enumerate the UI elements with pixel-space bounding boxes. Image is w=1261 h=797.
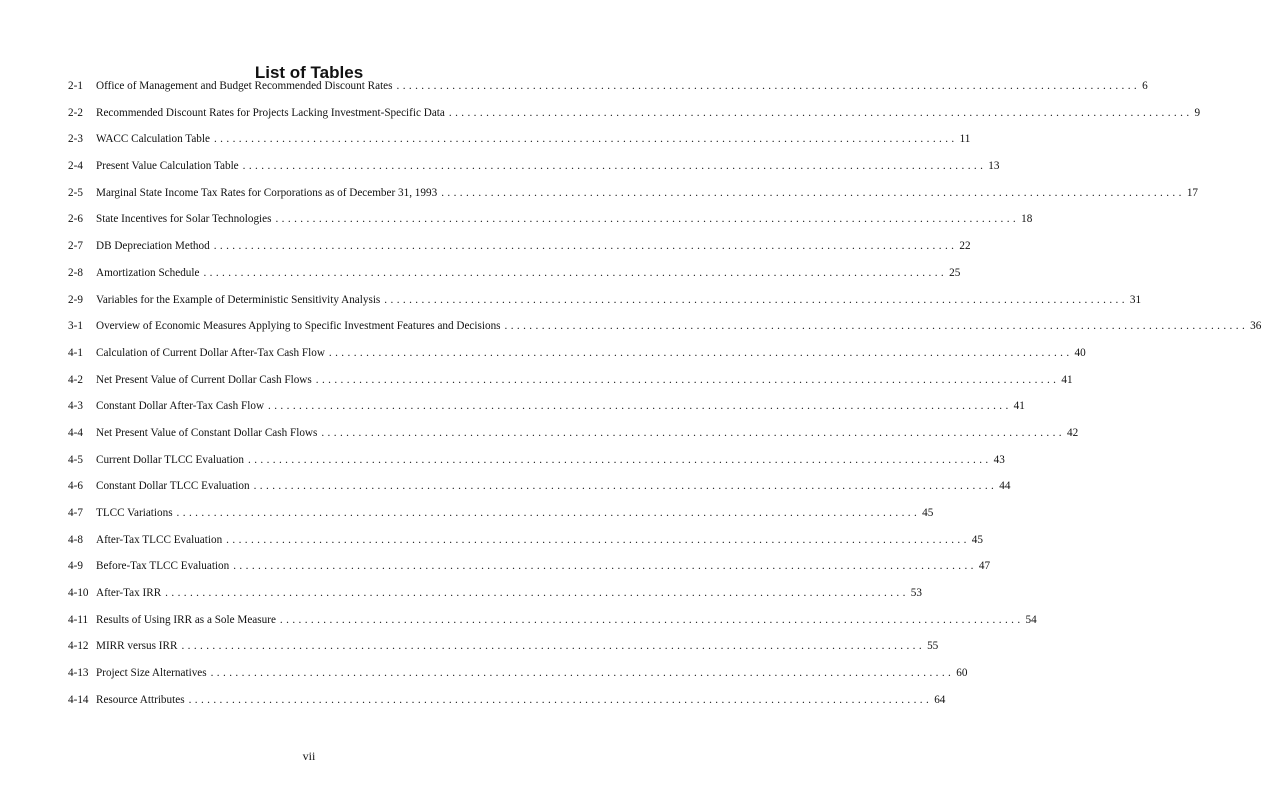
page-ref: 54 — [1025, 613, 1037, 626]
table-number: 4-12 — [68, 640, 89, 653]
dot-leader: ........................................................................................................................ — [176, 507, 921, 519]
toc-entry — [68, 452, 1005, 479]
dot-leader: ........................................................................................................................ — [315, 373, 1060, 386]
table-title: Project Size Alternatives — [96, 667, 207, 680]
dot-leader: ........................................................................................................................ — [448, 106, 1193, 119]
table-title: After-Tax TLCC Evaluation — [96, 533, 223, 546]
table-title: Overview of Economic Measures Applying to Specific Investment Features and Decisions — [96, 320, 501, 333]
page-ref: 25 — [949, 266, 961, 279]
table-number: 4-13 — [68, 667, 89, 680]
dot-leader: ........................................................................................................................ — [268, 400, 1012, 413]
table-number: 4-2 — [68, 373, 83, 386]
page-ref: 13 — [988, 160, 1000, 173]
table-title: Present Value Calculation Table — [96, 160, 239, 173]
table-title: Net Present Value of Constant Dollar Cash Flows — [96, 426, 318, 439]
toc-entry — [68, 345, 1086, 372]
toc-entry — [68, 478, 1011, 505]
toc-entry — [68, 612, 1037, 639]
page-ref: 53 — [910, 587, 922, 600]
toc-entry — [68, 425, 1079, 452]
table-number: 4-4 — [68, 426, 83, 439]
table-title: Constant Dollar TLCC Evaluation — [96, 480, 250, 493]
page-ref: 47 — [978, 560, 991, 573]
dot-leader: ........................................................................................................................ — [242, 160, 987, 173]
toc-entry — [68, 505, 934, 532]
dot-leader: ........................................................................................................................ — [441, 186, 1185, 199]
dot-leader: ........................................................................................................................ — [275, 213, 1020, 226]
table-number: 2-3 — [68, 133, 83, 146]
table-title: Results of Using IRR as a Sole Measure — [96, 613, 276, 626]
toc-entry — [68, 265, 961, 292]
page-title: List of Tables — [254, 63, 364, 82]
page-ref: 43 — [993, 453, 1005, 466]
table-number: 4-6 — [68, 480, 83, 493]
page-ref: 18 — [1021, 213, 1033, 226]
dot-leader: ........................................................................................................................ — [226, 533, 970, 546]
table-number: 4-11 — [68, 613, 89, 626]
dot-leader: ........................................................................................................................ — [253, 480, 998, 493]
page-ref: 11 — [959, 133, 971, 146]
table-number: 4-14 — [68, 693, 89, 706]
page-ref: 6 — [1142, 80, 1148, 92]
page-ref: 60 — [956, 667, 968, 680]
table-title: After-Tax IRR — [96, 587, 162, 600]
toc-entry — [68, 185, 1198, 212]
page-ref: 44 — [999, 480, 1011, 493]
page-ref: 36 — [1250, 320, 1261, 333]
dot-leader: ........................................................................................................................ — [213, 240, 958, 253]
toc-entry — [68, 238, 971, 265]
dot-leader: ........................................................................................................................ — [328, 346, 1073, 359]
dot-leader: ........................................................................................................................ — [233, 560, 977, 573]
dot-leader: ........................................................................................................................ — [504, 320, 1249, 333]
toc-entry — [68, 692, 946, 719]
page-ref: 45 — [971, 533, 983, 546]
table-title: Amortization Schedule — [96, 266, 200, 279]
page-ref: 9 — [1194, 106, 1201, 119]
page-ref: 40 — [1074, 346, 1086, 359]
table-of-contents-list — [68, 78, 1261, 719]
table-title: MIRR versus IRR — [96, 640, 178, 653]
page-ref: 41 — [1061, 373, 1073, 386]
table-title: DB Depreciation Method — [96, 240, 210, 253]
table-number: 2-1 — [68, 80, 83, 92]
table-number: 4-5 — [68, 453, 83, 466]
table-title: Constant Dollar After-Tax Cash Flow — [96, 400, 265, 413]
page-ref: 55 — [927, 640, 939, 653]
dot-leader: ........................................................................................................................ — [213, 133, 958, 146]
table-title: Marginal State Income Tax Rates for Corporations as of December 31, 1993 — [96, 186, 438, 199]
table-number: 2-8 — [68, 266, 83, 279]
toc-entry — [68, 585, 922, 612]
page-ref: 41 — [1013, 400, 1025, 413]
table-number: 2-9 — [68, 293, 83, 306]
table-title: Current Dollar TLCC Evaluation — [96, 453, 244, 466]
table-title: Resource Attributes — [96, 693, 185, 706]
table-number: 4-3 — [68, 400, 83, 413]
dot-leader: ........................................................................................................................ — [203, 266, 948, 279]
toc-entry — [68, 292, 1142, 319]
table-title: TLCC Variations — [96, 507, 173, 519]
toc-entry — [68, 372, 1073, 399]
page-ref: 17 — [1186, 186, 1198, 199]
page-ref: 64 — [934, 693, 946, 706]
table-title: WACC Calculation Table — [96, 133, 210, 146]
dot-leader: ........................................................................................................................ — [321, 426, 1065, 439]
toc-entry — [68, 131, 971, 158]
toc-entry — [68, 78, 1148, 105]
page-ref: 22 — [959, 240, 971, 253]
table-title: Office of Management and Budget Recommended Discount Rates — [96, 80, 393, 92]
table-title: Variables for the Example of Deterministic Sensitivity Analysis — [96, 293, 381, 306]
toc-entry — [68, 318, 1261, 345]
table-number: 4-7 — [68, 507, 83, 519]
table-number: 4-10 — [68, 587, 89, 600]
table-number: 2-4 — [68, 160, 83, 173]
toc-entry — [68, 158, 1000, 185]
table-number: 4-1 — [68, 346, 83, 359]
table-number: 3-1 — [68, 320, 83, 333]
table-title: Calculation of Current Dollar After-Tax Cash Flow — [96, 346, 325, 359]
dot-leader: ........................................................................................................................ — [279, 613, 1024, 626]
table-number: 2-2 — [68, 106, 83, 119]
dot-leader: ........................................................................................................................ — [181, 640, 926, 653]
dot-leader: ........................................................................................................................ — [165, 587, 909, 600]
toc-entry — [68, 665, 968, 692]
dot-leader: ........................................................................................................................ — [248, 453, 992, 466]
toc-entry — [68, 105, 1201, 132]
table-number: 4-9 — [68, 560, 83, 573]
page-ref: 42 — [1066, 426, 1079, 439]
toc-entry — [68, 398, 1025, 425]
page-ref: 31 — [1129, 293, 1142, 306]
toc-entry — [68, 211, 1033, 238]
table-number: 2-7 — [68, 240, 83, 253]
dot-leader: ........................................................................................................................ — [384, 293, 1128, 306]
page-ref: 45 — [922, 507, 934, 519]
dot-leader: ........................................................................................................................ — [188, 693, 933, 706]
page-number: vii — [302, 749, 316, 763]
table-number: 4-8 — [68, 533, 83, 546]
table-number: 2-5 — [68, 186, 83, 199]
table-title: Net Present Value of Current Dollar Cash Flows — [96, 373, 312, 386]
table-number: 2-6 — [68, 213, 83, 226]
table-title: Before-Tax TLCC Evaluation — [96, 560, 230, 573]
toc-entry — [68, 638, 939, 665]
dot-leader: ........................................................................................................................ — [210, 667, 955, 680]
table-title: Recommended Discount Rates for Projects Lacking Investment-Specific Data — [96, 106, 445, 119]
toc-entry — [68, 558, 991, 585]
toc-entry — [68, 532, 983, 559]
table-title: State Incentives for Solar Technologies — [96, 213, 272, 226]
dot-leader: ........................................................................................................................ — [396, 80, 1141, 92]
